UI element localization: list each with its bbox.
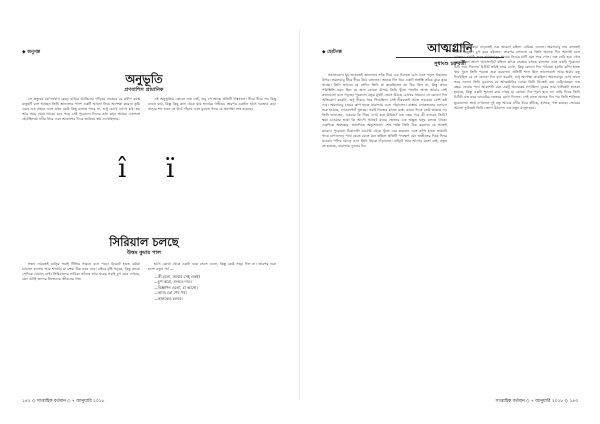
paragraph: সকালবেলা ঘুম ভাঙতেই জানালার ফাঁক দিয়ে এক চিলতে রোদ এসে পড়ল বিছানার উপর। অমলবাবু ধীরে ধীরে উঠে বসলেন। অনেক দিন ধরে একটা অস্বস্তি তাঁকে কুরে কুরে খাচ্ছে। তিনি জানেন যে সেদিন তিনি যা করেছিলেন তা ঠিক ছিল না, কিন্তু তখন পরিস্থিতি এমন ছিল যে অন্য কোনো উপায় তিনি খুঁজে পাননি। আজ আবার সেই কথাগুলো মনে পড়ছে। পুরোনো বন্ধুর মুখটা ভেসে উঠছে চোখের সামনে। সে কোনো দিন অভিযোগ করেনি, শুধু নীরবে সরে গিয়েছিল। সেই নীরবতাই আজ সবচেয়ে বেশি কষ্ট দেয়। অমলবাবু চায়ের কাপ হাতে বারান্দায় এসে দাঁড়ালেন। রাস্তায় লোকজনের চলাচল শুরু হয়েছে, দোকানপাট খুলছে। সবাই নিজের কাজে ব্যস্ত, কারো দিকে কেউ তাকায় না। তিনি ভাবলেন, একবার কি গিয়ে দেখা করা উচিত? এত বছর পরে কী বলবেন তিনি? ক্ষমা চাওয়ার ভাষা কি আদৌ আছে? মনের ভেতরে এক অদ্ভুত দ্বন্দ্ব চলতে থাকে। একদিকে অহংকার, অন্যদিকে অনুশোচনা। শেষ পর্যন্ত তিনি ঠিক করলেন যে আজই যাবেন। পুরোনো ঠিকানাটা ডায়েরি থেকে খুঁজে বের করলেন এবং কাঁপা হাতে জামাটা গায়ে চাপালেন। পথে যেতে যেতে মনে হচ্ছিল প্রতিটি পদক্ষেপ যেন অতীতের দিকে ফিরে যাওয়া। গলির মোড়ে এসে তিনি থমকে দাঁড়ালেন। বাড়িটা আর আগের মতো নেই, নতুন রং হয়েছে, বারান্দায় ফুলের টব।: [322, 73, 447, 148]
dialogue-line: —আজ তো শেষ পর্ব।: [154, 290, 187, 296]
story-byline-atmaglani: সুধাংশু চক্রবর্তী: [434, 61, 466, 67]
paragraph: হঠাৎ কোথা থেকে একটা ডাক ভেসে এলো, কিন্তু কেউ সাড়া দিল না। তারপর শুরু হলো নতুন পর্ব —: [148, 262, 276, 272]
story-body-atmaglani-col1: [322, 73, 447, 393]
paragraph: এই অনুভূতির কোনো নাম নেই, তবু সে আছে প্রতিটি নিঃশ্বাসে। ধীরে ধীরে সব কিছু বদলে যায়, কিন্তু কিছু কথা থেকে যায় হৃদয়ের গভীরে। তারপর একদিন হঠাৎ দরজায় কড়া নাড়ার শব্দ শুনে সে উঠে দাঁড়ায় এবং বুঝতে পারে যে অপেক্ষা শেষ হয়েছে।: [148, 97, 276, 112]
dialogue-line: —চুপ করো, শুনতে দাও।: [154, 279, 192, 285]
paragraph: দরজায় কড়া নাড়তেই এক অচেনা মহিলা বেরিয়ে এলেন। অমলবাবু নাম বলতেই তিনি কিছুক্ষণ চুপ করে রইলেন, তারপর বললেন যে তিনি অনেক দিন আগেই চলে গেছেন। কথাটা শুনে অমলবাবুর পায়ের নিচের মাটি যেন সরে গেল। এত দেরি হয়ে গেল কেন? কেন আগে আসেননি? মহিলা তাঁকে ভেতরে বসতে বললেন এবং একটা পুরোনো চিঠি এনে দিলেন। চিঠিটা তাঁরই নামে লেখা, কিন্তু কোনো দিন পাঠানো হয়নি। কাঁপা হাতে খাম খুলে তিনি পড়তে শুরু করলেন। প্রতিটি শব্দে ছিল ভালোবাসা আর ক্ষমা। বন্ধু লিখেছিল যে সে কোনো দিন রাগ করেনি, শুধু অপেক্ষা করেছিল। অমলবাবুর চোখ জলে ভরে এলো। তিনি বুঝলেন যে আত্মগ্লানির বোঝা তিনি নিজেই বয়ে বেড়িয়েছেন এত বছর। ফেরার পথে আকাশটা যেন একটু অন্যরকম লাগছিল। বুকের ভার খানিকটা হালকা হয়েছে, কিন্তু একটা শূন্যতা রয়ে গেছে যা কোনো দিন পূরণ হবে না। বাড়ি ফিরে তিনি চিঠিটা যত্ন করে ডায়েরির ভেতরে রেখে দিলেন। সেই রাতে অনেক দিন পর তিনি শান্তিতে ঘুমোলেন। স্বপ্নে দেখলেন দুই বন্ধু আবার নদীর ধারে হাঁটছে, হাসছে, গল্প করছে। ভোরের আলো ফুটতেই তিনি জেগে উঠলেন এক নতুন মানুষ হয়ে।: [454, 45, 580, 110]
story-byline-anubhuti: প্রণবাশিস প্রামানিক: [124, 87, 164, 93]
dialogue-lines: [154, 274, 200, 301]
story-title-anubhuti: অনুভূতি: [125, 72, 163, 86]
paragraph: সন্ধ্যা নামতেই বাড়ির সবাই টিভির সামনে বসে পড়ে। রিমোট হাতে বউমা চ্যানেল বদলায় আর শাশুড়ি মা চশমা ঠিক করে নেন। বাইরে বৃষ্টি পড়ছে, কিন্তু কারো সেদিকে খেয়াল নেই। সিরিয়ালের নায়িকা কাঁদছে আর ঘরের সবাই চুপ করে দেখছে, যেন এটাই তাদের নিজেদের জীবনের গল্প।: [22, 262, 140, 282]
dialogue-line: —বিজ্ঞাপন এলো, চা আনো।: [154, 284, 198, 290]
story-body-atmaglani-col2: [454, 45, 580, 393]
right-page: [300, 0, 600, 424]
glyph-i-diaeresis: ï: [166, 154, 175, 184]
story-title-serial: সিরিয়াল চলছে: [109, 235, 179, 249]
story-title-atmaglani: আত্মগ্লানি: [427, 41, 473, 55]
glyph-i-circumflex: î: [118, 154, 127, 184]
story-byline-serial: উত্তম কুমার পাল: [126, 250, 161, 256]
story-body-anubhuti-col1: [22, 97, 140, 139]
story-body-serial-col1: [22, 262, 140, 298]
story-body-anubhuti-col2: [148, 97, 276, 139]
page-folio-left: ১৪২ ◇ সাপ্তাহিক বর্তমান ◇ ৭ জানুয়ারি ২০১৮: [22, 399, 105, 404]
paragraph: সে প্রত্যুষে যোগাযোগ ছেড়ে বাড়ির আঙিনায় দাঁড়িয়ে ভেতরে যে প্রবীণ বয়স্ক মানুষটি বসে আছেন তিনি জানালার পাশে একটি আলো নিয়ে অপেক্ষা করেন। তুমি এমন এক প্রহরে এলে যখন কেউ কিছু বলতে পারে না, শুধু চোখে চোখে কথা হয় আর সময় থেমে থাকে। মনে পড়ে সেই পুরোনো দিনের কথা যখন আমরা একসঙ্গে হেঁটেছিলাম নদীর ধারে এবং আকাশের দিকে তাকিয়ে স্বপ্ন দেখেছিলাম।: [22, 97, 140, 122]
page-folio-right: সাপ্তাহিক বর্তমান ◇ ৭ জানুয়ারি ২০১৮ ◇ ১৪৩: [495, 399, 578, 404]
section-tag-left: ◆ অনুগল্প: [22, 50, 41, 55]
decorative-glyphs: [118, 154, 228, 194]
dialogue-line: —কালকেও চলবে।: [154, 295, 183, 301]
section-tag-right: ◆ ছোটগল্প: [322, 50, 342, 55]
story-body-serial-intro: [148, 262, 276, 273]
dialogue-line: —কী হলো, আবার সেই একই?: [154, 274, 201, 279]
